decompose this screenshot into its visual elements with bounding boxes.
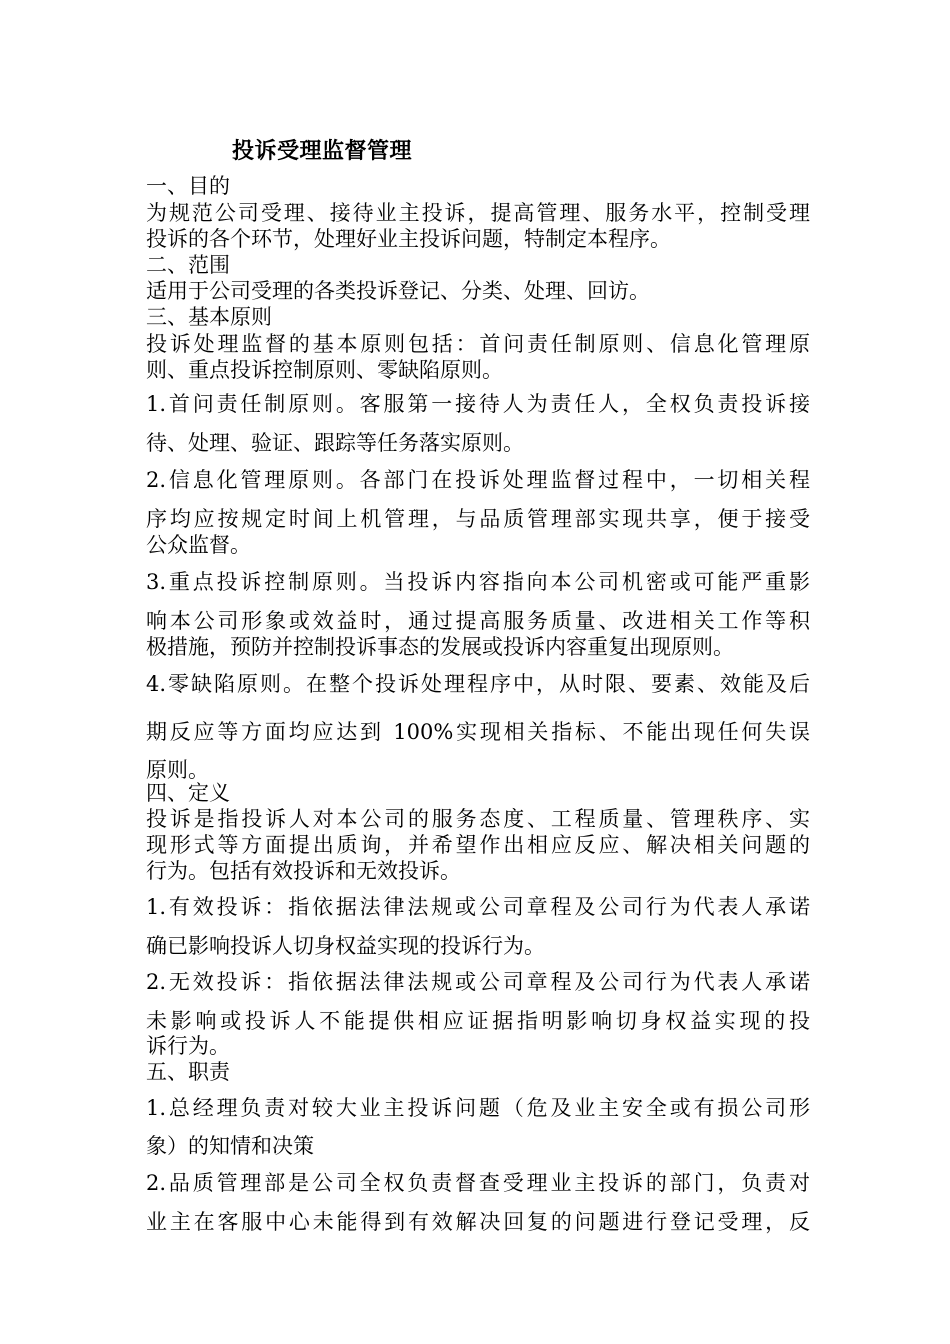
section-heading-definition: 四、定义	[146, 781, 230, 805]
paragraph-line: 投诉的各个环节，处理好业主投诉问题，特制定本程序。	[146, 227, 671, 251]
paragraph-line: 极措施，预防并控制投诉事态的发展或投诉内容重复出现原则。	[146, 635, 734, 659]
paragraph-line: 现形式等方面提出质询，并希望作出相应反应、解决相关问题的	[146, 833, 810, 857]
paragraph-line: 响本公司形象或效益时，通过提高服务质量、改进相关工作等积	[146, 609, 810, 633]
paragraph-line: 为规范公司受理、接待业主投诉，提高管理、服务水平，控制受理	[146, 201, 810, 225]
paragraph-line: 待、处理、验证、跟踪等任务落实原则。	[146, 431, 524, 455]
section-heading-principles: 三、基本原则	[146, 305, 272, 329]
paragraph-line: 2.无效投诉：指依据法律法规或公司章程及公司行为代表人承诺	[146, 970, 810, 994]
paragraph-line: 公众监督。	[146, 533, 251, 557]
paragraph-line: 原则。	[146, 758, 209, 782]
section-heading-purpose: 一、目的	[146, 174, 230, 198]
paragraph-line: 投诉处理监督的基本原则包括：首问责任制原则、信息化管理原	[146, 332, 810, 356]
paragraph-line: 业主在客服中心未能得到有效解决回复的问题进行登记受理，反	[146, 1210, 810, 1234]
paragraph-line: 行为。包括有效投诉和无效投诉。	[146, 859, 461, 883]
section-heading-responsibilities: 五、职责	[146, 1060, 230, 1084]
paragraph-line: 象）的知情和决策	[146, 1134, 314, 1158]
paragraph-line: 确已影响投诉人切身权益实现的投诉行为。	[146, 934, 545, 958]
paragraph-line: 1.总经理负责对较大业主投诉问题（危及业主安全或有损公司形	[146, 1096, 810, 1120]
paragraph-line: 2.品质管理部是公司全权负责督查受理业主投诉的部门，负责对	[146, 1171, 810, 1195]
paragraph-line: 1.有效投诉：指依据法律法规或公司章程及公司行为代表人承诺	[146, 895, 810, 919]
paragraph-line: 4.零缺陷原则。在整个投诉处理程序中，从时限、要素、效能及后	[146, 672, 810, 696]
paragraph-line: 1.首问责任制原则。客服第一接待人为责任人，全权负责投诉接	[146, 392, 810, 416]
paragraph-line: 2.信息化管理原则。各部门在投诉处理监督过程中，一切相关程	[146, 468, 810, 492]
section-heading-scope: 二、范围	[146, 253, 230, 277]
paragraph-line: 投诉是指投诉人对本公司的服务态度、工程质量、管理秩序、实	[146, 807, 810, 831]
paragraph-line: 3.重点投诉控制原则。当投诉内容指向本公司机密或可能严重影	[146, 570, 810, 594]
document-title: 投诉受理监督管理	[232, 138, 413, 164]
paragraph-line: 期反应等方面均应达到 100%实现相关指标、不能出现任何失误	[146, 720, 810, 744]
paragraph-line: 则、重点投诉控制原则、零缺陷原则。	[146, 358, 503, 382]
paragraph-line: 未影响或投诉人不能提供相应证据指明影响切身权益实现的投	[146, 1009, 810, 1033]
paragraph-line: 序均应按规定时间上机管理，与品质管理部实现共享，便于接受	[146, 507, 810, 531]
paragraph-line: 适用于公司受理的各类投诉登记、分类、处理、回访。	[146, 279, 650, 303]
paragraph-line: 诉行为。	[146, 1034, 230, 1058]
